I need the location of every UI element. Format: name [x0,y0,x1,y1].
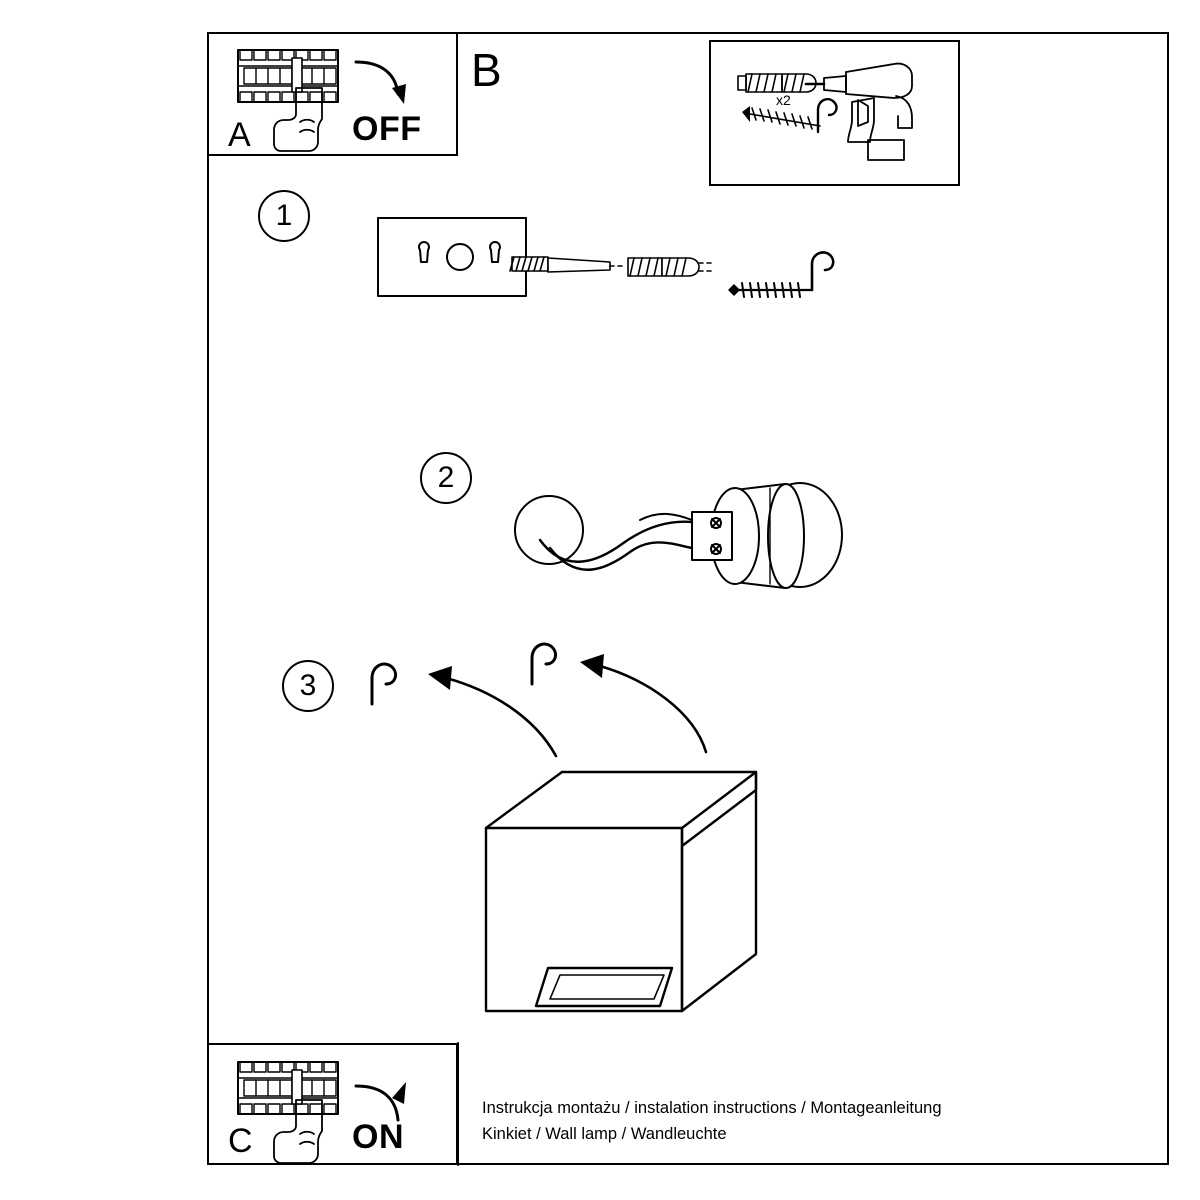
step-number-1: 1 [258,190,310,242]
panel-a-label: A [228,116,251,154]
footer-line-1: Instrukcja montażu / instalation instructions / Montageanleitung [482,1099,942,1117]
tools-quantity-label: x2 [776,92,791,108]
footer-text [482,1096,952,1147]
panel-b-label: B [471,44,502,96]
step-number-2: 2 [420,452,472,504]
tools-box [709,40,960,186]
sheet-border [207,32,1169,1165]
footer-line-2: Kinkiet / Wall lamp / Wandleuchte [482,1124,727,1143]
panel-c-label: C [228,1122,253,1160]
panel-c-action-label: ON [352,1118,404,1156]
step-number-3: 3 [282,660,334,712]
panel-a-action-label: OFF [352,110,422,148]
